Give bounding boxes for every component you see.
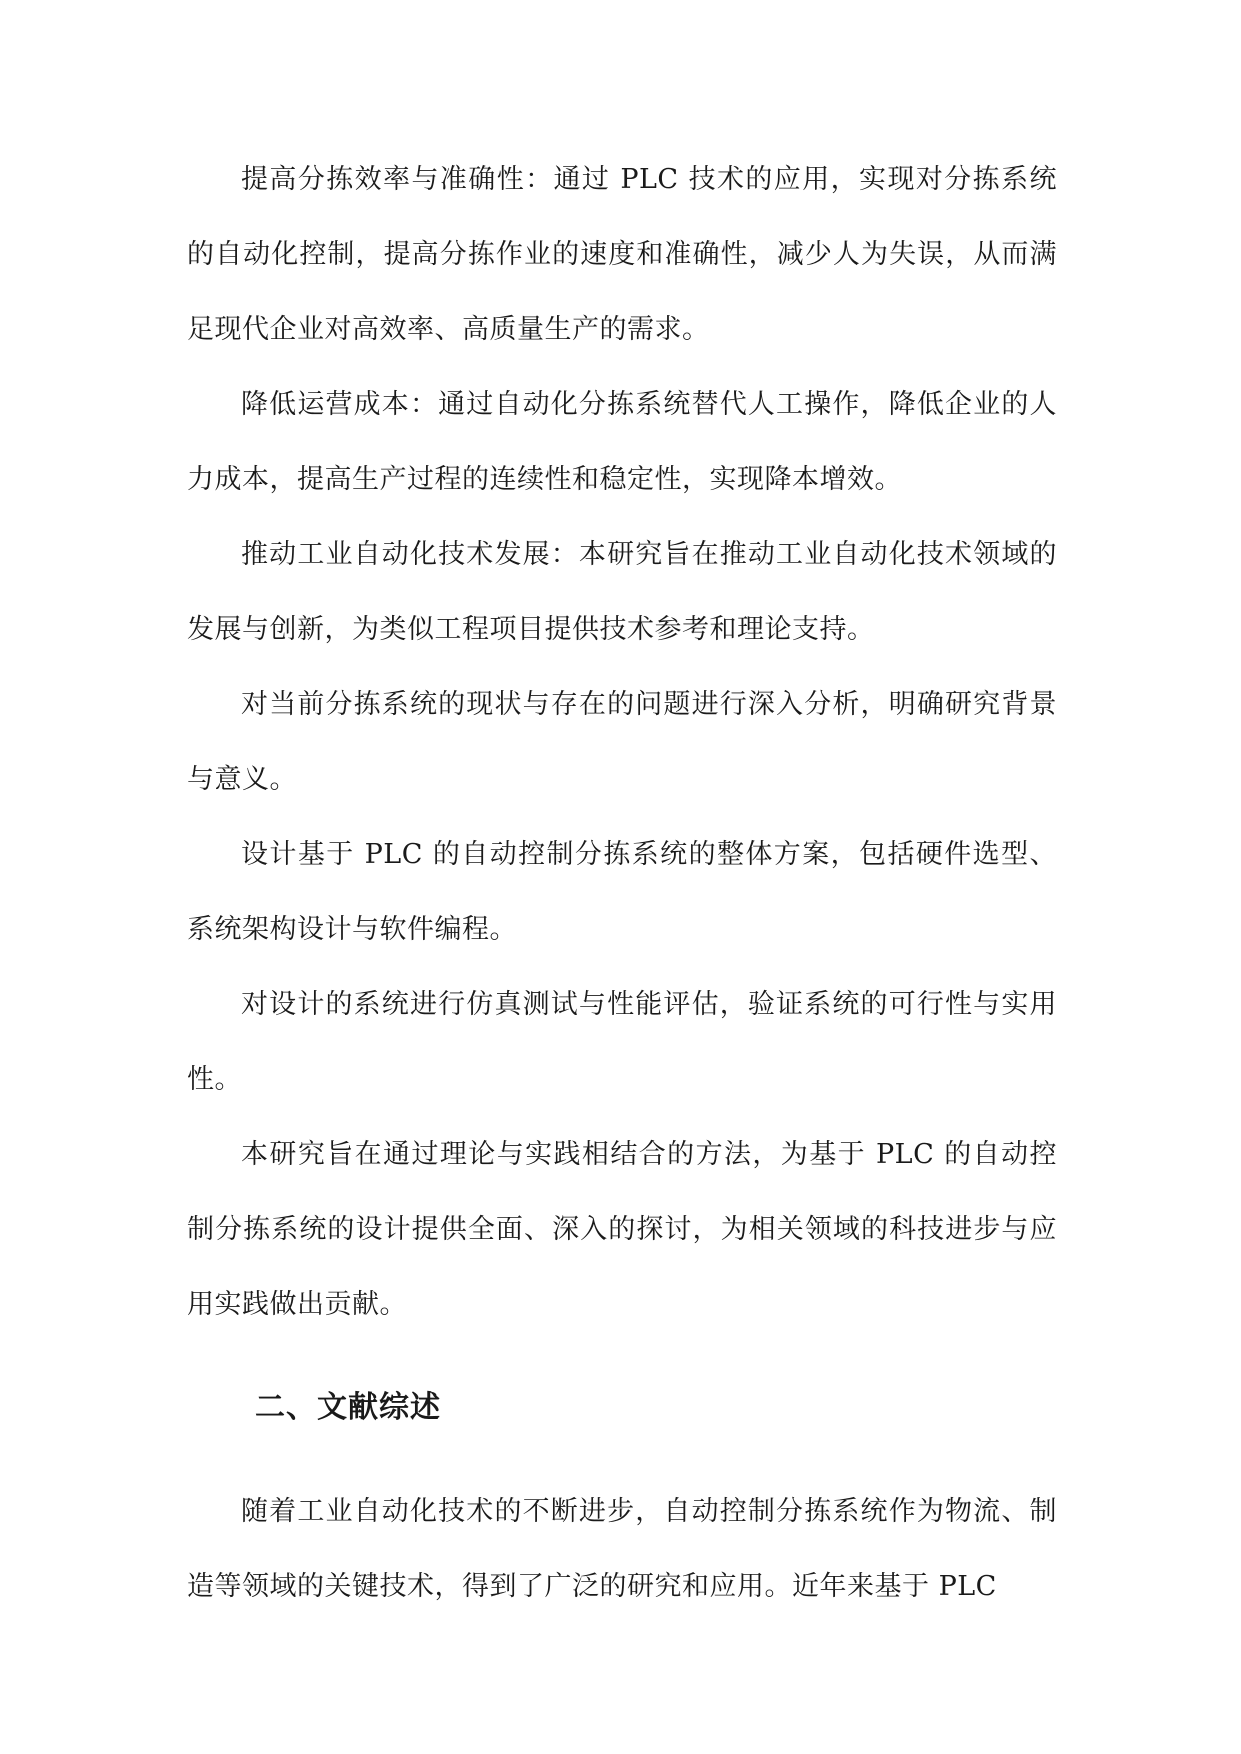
paragraph-cost: 降低运营成本：通过自动化分拣系统替代人工操作，降低企业的人力成本，提高生产过程的连续性和稳定性，实现降本增效。 <box>187 389 1057 495</box>
paragraph-summary: 本研究旨在通过理论与实践相结合的方法，为基于 PLC 的自动控制分拣系统的设计提供全面、深入的探讨，为相关领域的科技进步与应用实践做出贡献。 <box>187 1139 1057 1320</box>
paragraph-literature-review: 随着工业自动化技术的不断进步，自动控制分拣系统作为物流、制造等领域的关键技术，得到了广泛的研究和应用。近年来基于 PLC <box>187 1496 1057 1602</box>
paragraph-testing: 对设计的系统进行仿真测试与性能评估，验证系统的可行性与实用性。 <box>187 989 1057 1095</box>
document-page <box>187 142 1057 1624</box>
paragraph-efficiency: 提高分拣效率与准确性：通过 PLC 技术的应用，实现对分拣系统的自动化控制，提高分拣作业的速度和准确性，减少人为失误，从而满足现代企业对高效率、高质量生产的需求。 <box>187 164 1057 345</box>
paragraph-automation: 推动工业自动化技术发展：本研究旨在推动工业自动化技术领域的发展与创新，为类似工程项目提供技术参考和理论支持。 <box>187 539 1057 645</box>
paragraph-analysis: 对当前分拣系统的现状与存在的问题进行深入分析，明确研究背景与意义。 <box>187 689 1057 795</box>
paragraph-design: 设计基于 PLC 的自动控制分拣系统的整体方案，包括硬件选型、系统架构设计与软件编程。 <box>187 839 1057 945</box>
section-heading: 二、文献综述 <box>255 1390 441 1425</box>
